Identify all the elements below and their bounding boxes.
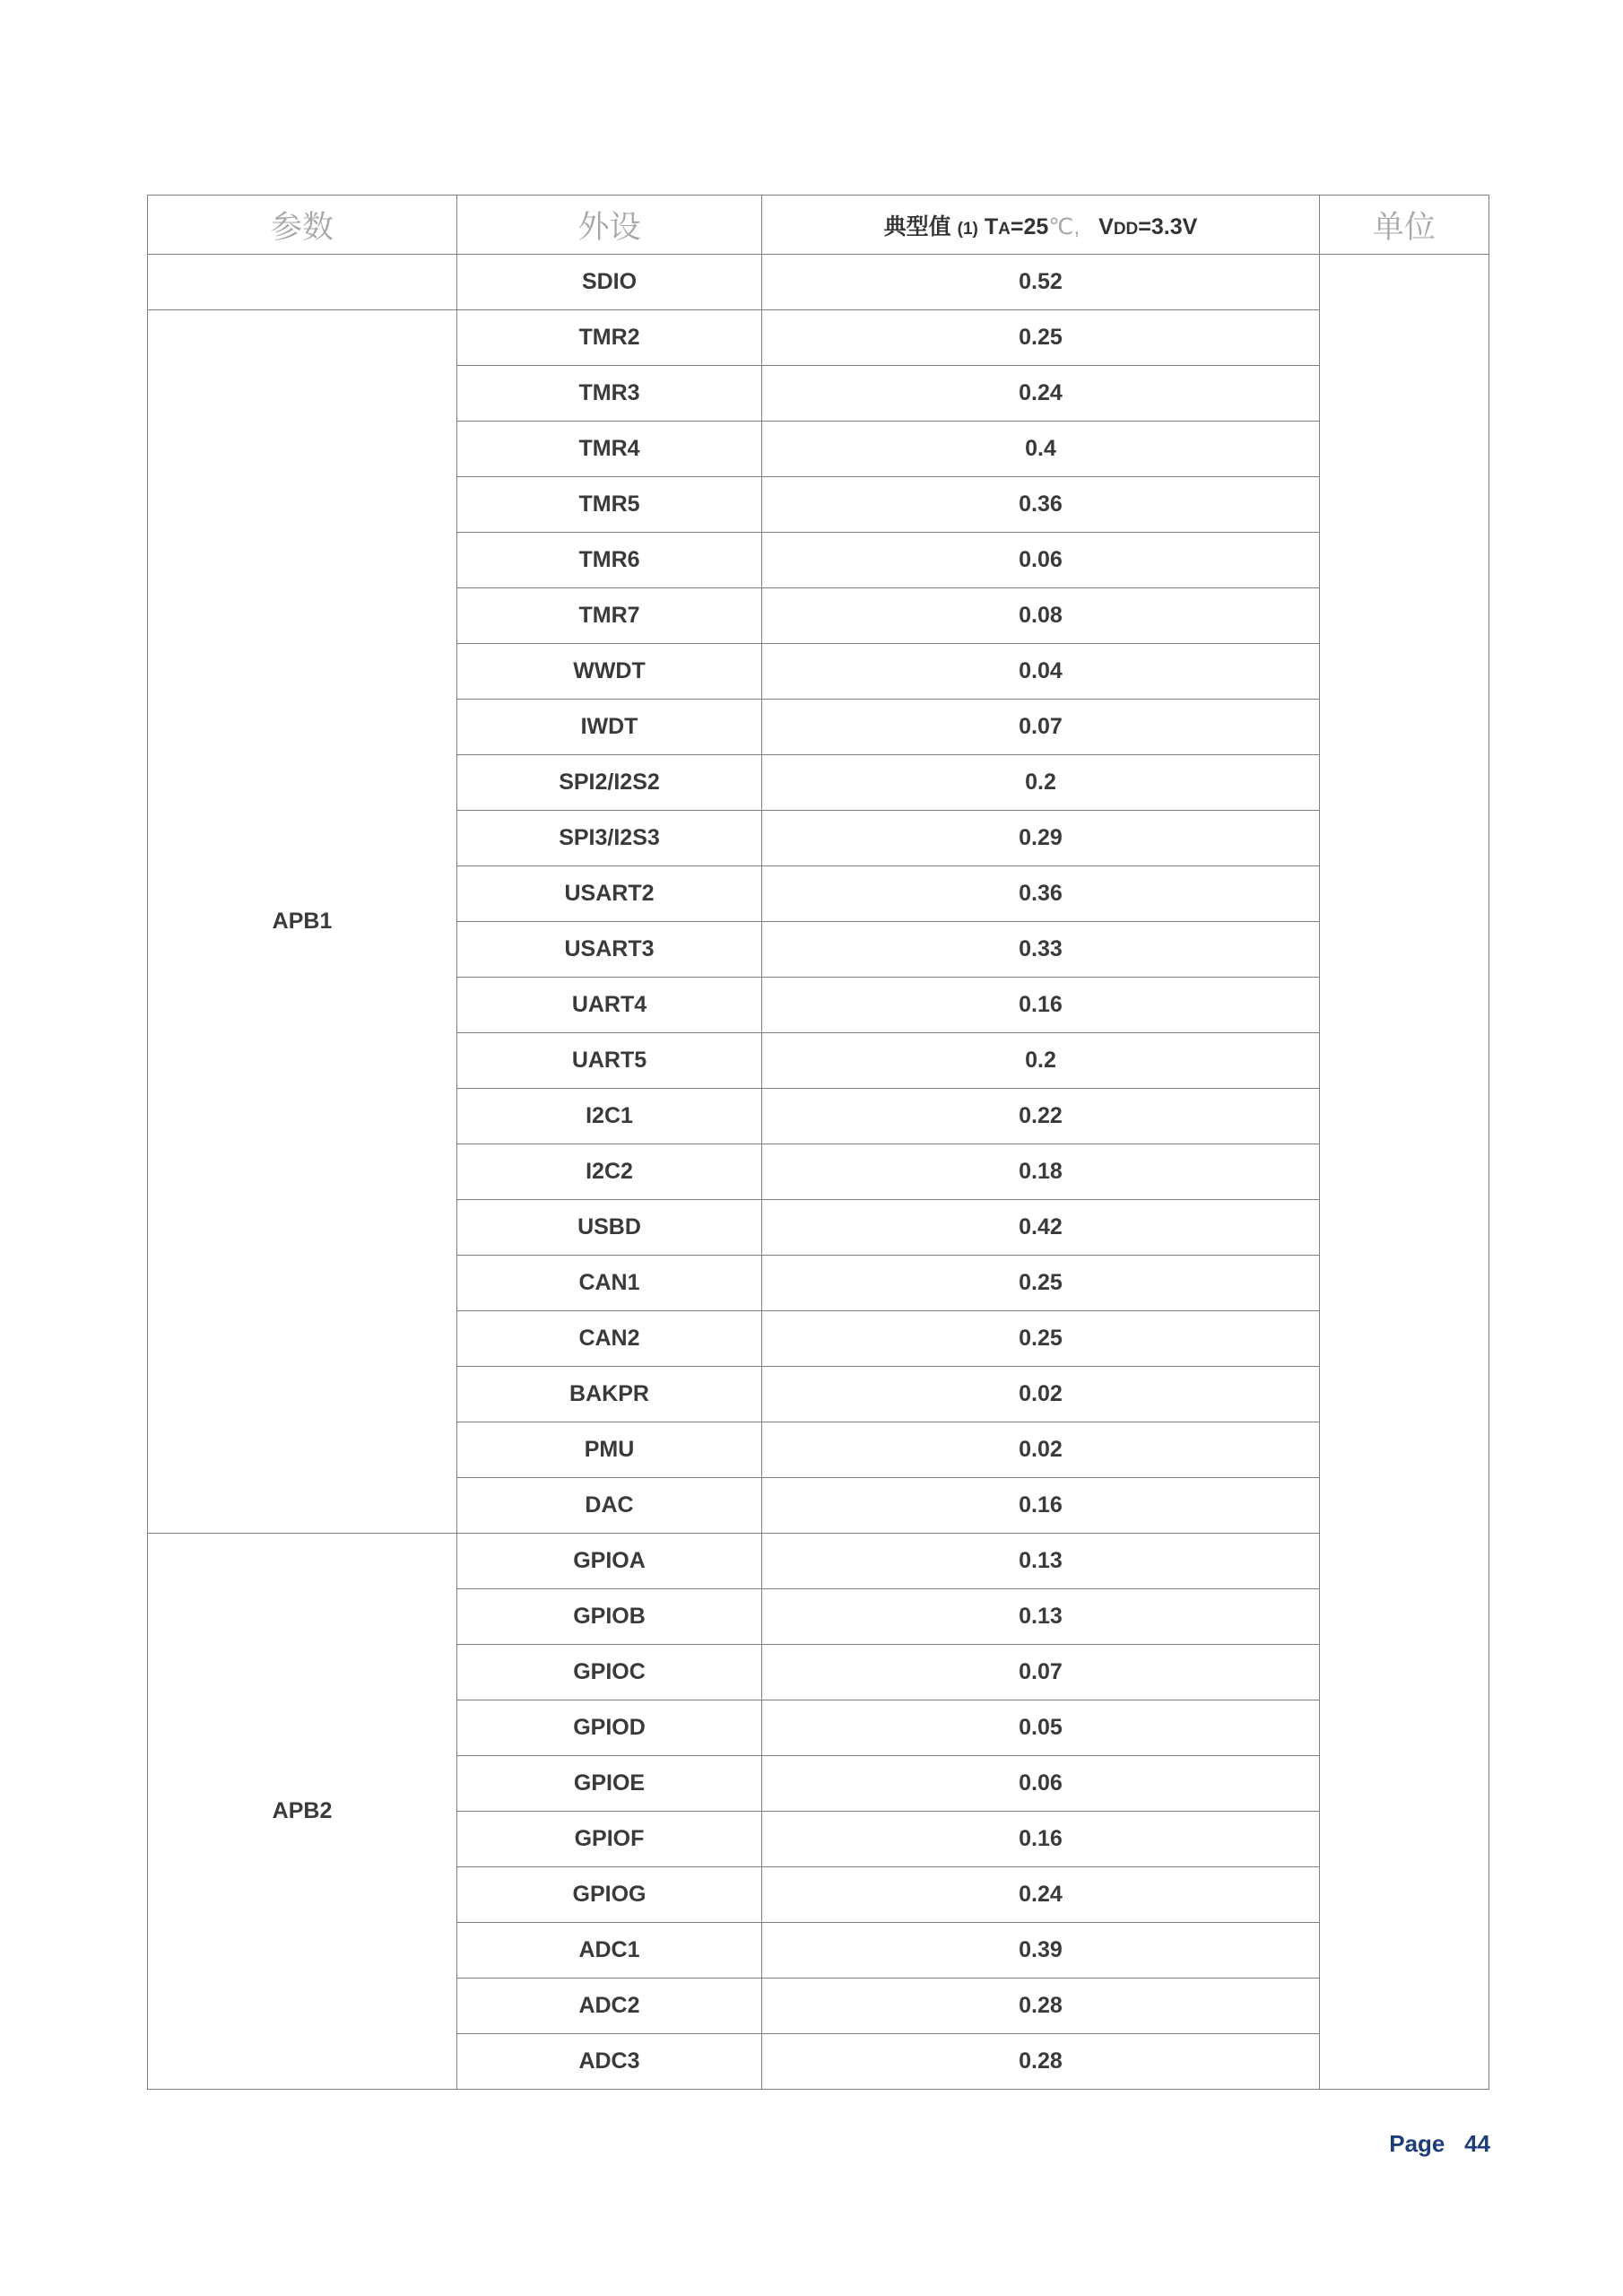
- value-cell: 0.06: [762, 533, 1320, 588]
- peripheral-cell: GPIOC: [457, 1645, 762, 1700]
- value-cell: 0.13: [762, 1534, 1320, 1589]
- peripheral-cell: TMR6: [457, 533, 762, 588]
- header-ta-unit: ℃,: [1048, 213, 1081, 239]
- page-footer: [1389, 2130, 1490, 2158]
- value-cell: 0.52: [762, 255, 1320, 310]
- peripheral-cell: I2C1: [457, 1089, 762, 1144]
- peripheral-cell: TMR3: [457, 366, 762, 422]
- peripheral-cell: GPIOG: [457, 1867, 762, 1923]
- peripheral-cell: TMR7: [457, 588, 762, 644]
- value-cell: 0.2: [762, 1033, 1320, 1089]
- value-cell: 0.42: [762, 1200, 1320, 1256]
- value-cell: 0.02: [762, 1367, 1320, 1422]
- table-row: [148, 255, 1489, 310]
- peripheral-cell: TMR2: [457, 310, 762, 366]
- value-cell: 0.07: [762, 700, 1320, 755]
- value-cell: 0.06: [762, 1756, 1320, 1812]
- value-cell: 0.05: [762, 1700, 1320, 1756]
- table-row: [148, 1534, 1489, 1589]
- value-cell: 0.07: [762, 1645, 1320, 1700]
- value-cell: 0.24: [762, 366, 1320, 422]
- value-cell: 0.39: [762, 1923, 1320, 1979]
- value-cell: 0.28: [762, 2034, 1320, 2090]
- value-cell: 0.16: [762, 978, 1320, 1033]
- value-cell: 0.28: [762, 1979, 1320, 2034]
- header-ta-sub: A: [998, 219, 1011, 239]
- header-peripheral: 外设: [457, 196, 762, 255]
- peripheral-cell: GPIOA: [457, 1534, 762, 1589]
- peripheral-cell: PMU: [457, 1422, 762, 1478]
- unit-cell: [1320, 255, 1489, 2090]
- peripheral-cell: TMR4: [457, 422, 762, 477]
- header-typical-cn: 典型值: [883, 213, 951, 239]
- header-vdd-sub: DD: [1113, 219, 1139, 239]
- value-cell: 0.25: [762, 1256, 1320, 1311]
- peripheral-cell: ADC1: [457, 1923, 762, 1979]
- value-cell: 0.25: [762, 310, 1320, 366]
- value-cell: 0.36: [762, 477, 1320, 533]
- header-vdd-value: =3.3V: [1138, 213, 1198, 239]
- peripheral-cell: USBD: [457, 1200, 762, 1256]
- value-cell: 0.36: [762, 866, 1320, 922]
- value-cell: 0.4: [762, 422, 1320, 477]
- peripheral-cell: WWDT: [457, 644, 762, 700]
- header-param: 参数: [148, 196, 457, 255]
- value-cell: 0.33: [762, 922, 1320, 978]
- value-cell: 0.16: [762, 1478, 1320, 1534]
- peripheral-cell: GPIOF: [457, 1812, 762, 1867]
- peripheral-cell: CAN1: [457, 1256, 762, 1311]
- header-typical-note: (1): [957, 219, 978, 239]
- peripheral-cell: BAKPR: [457, 1367, 762, 1422]
- table-header-row: [148, 196, 1489, 255]
- peripheral-cell: I2C2: [457, 1144, 762, 1200]
- peripheral-cell: GPIOB: [457, 1589, 762, 1645]
- page-number: 44: [1464, 2130, 1490, 2157]
- header-ta-value: =25: [1010, 213, 1049, 239]
- header-vdd-prefix: V: [1098, 213, 1114, 239]
- peripheral-cell: SPI3/I2S3: [457, 811, 762, 866]
- value-cell: 0.16: [762, 1812, 1320, 1867]
- value-cell: 0.29: [762, 811, 1320, 866]
- group-cell: APB2: [148, 1534, 457, 2090]
- peripheral-cell: IWDT: [457, 700, 762, 755]
- peripheral-cell: USART2: [457, 866, 762, 922]
- peripheral-cell: GPIOD: [457, 1700, 762, 1756]
- peripheral-cell: UART5: [457, 1033, 762, 1089]
- value-cell: 0.22: [762, 1089, 1320, 1144]
- table-row: [148, 310, 1489, 366]
- table-body: [148, 255, 1489, 2090]
- peripheral-cell: TMR5: [457, 477, 762, 533]
- group-cell: APB1: [148, 310, 457, 1534]
- header-unit: 单位: [1320, 196, 1489, 255]
- group-cell-empty: [148, 255, 457, 310]
- peripheral-cell: ADC2: [457, 1979, 762, 2034]
- peripheral-current-table: [147, 195, 1489, 2090]
- peripheral-cell: ADC3: [457, 2034, 762, 2090]
- peripheral-cell: DAC: [457, 1478, 762, 1534]
- peripheral-cell: SDIO: [457, 255, 762, 310]
- peripheral-cell: GPIOE: [457, 1756, 762, 1812]
- header-typical-value: [762, 196, 1320, 255]
- value-cell: 0.04: [762, 644, 1320, 700]
- value-cell: 0.02: [762, 1422, 1320, 1478]
- value-cell: 0.24: [762, 1867, 1320, 1923]
- header-ta-prefix: T: [984, 213, 999, 239]
- peripheral-cell: USART3: [457, 922, 762, 978]
- value-cell: 0.25: [762, 1311, 1320, 1367]
- value-cell: 0.13: [762, 1589, 1320, 1645]
- peripheral-cell: CAN2: [457, 1311, 762, 1367]
- value-cell: 0.18: [762, 1144, 1320, 1200]
- value-cell: 0.2: [762, 755, 1320, 811]
- page-label: Page: [1389, 2130, 1445, 2157]
- value-cell: 0.08: [762, 588, 1320, 644]
- peripheral-cell: UART4: [457, 978, 762, 1033]
- peripheral-cell: SPI2/I2S2: [457, 755, 762, 811]
